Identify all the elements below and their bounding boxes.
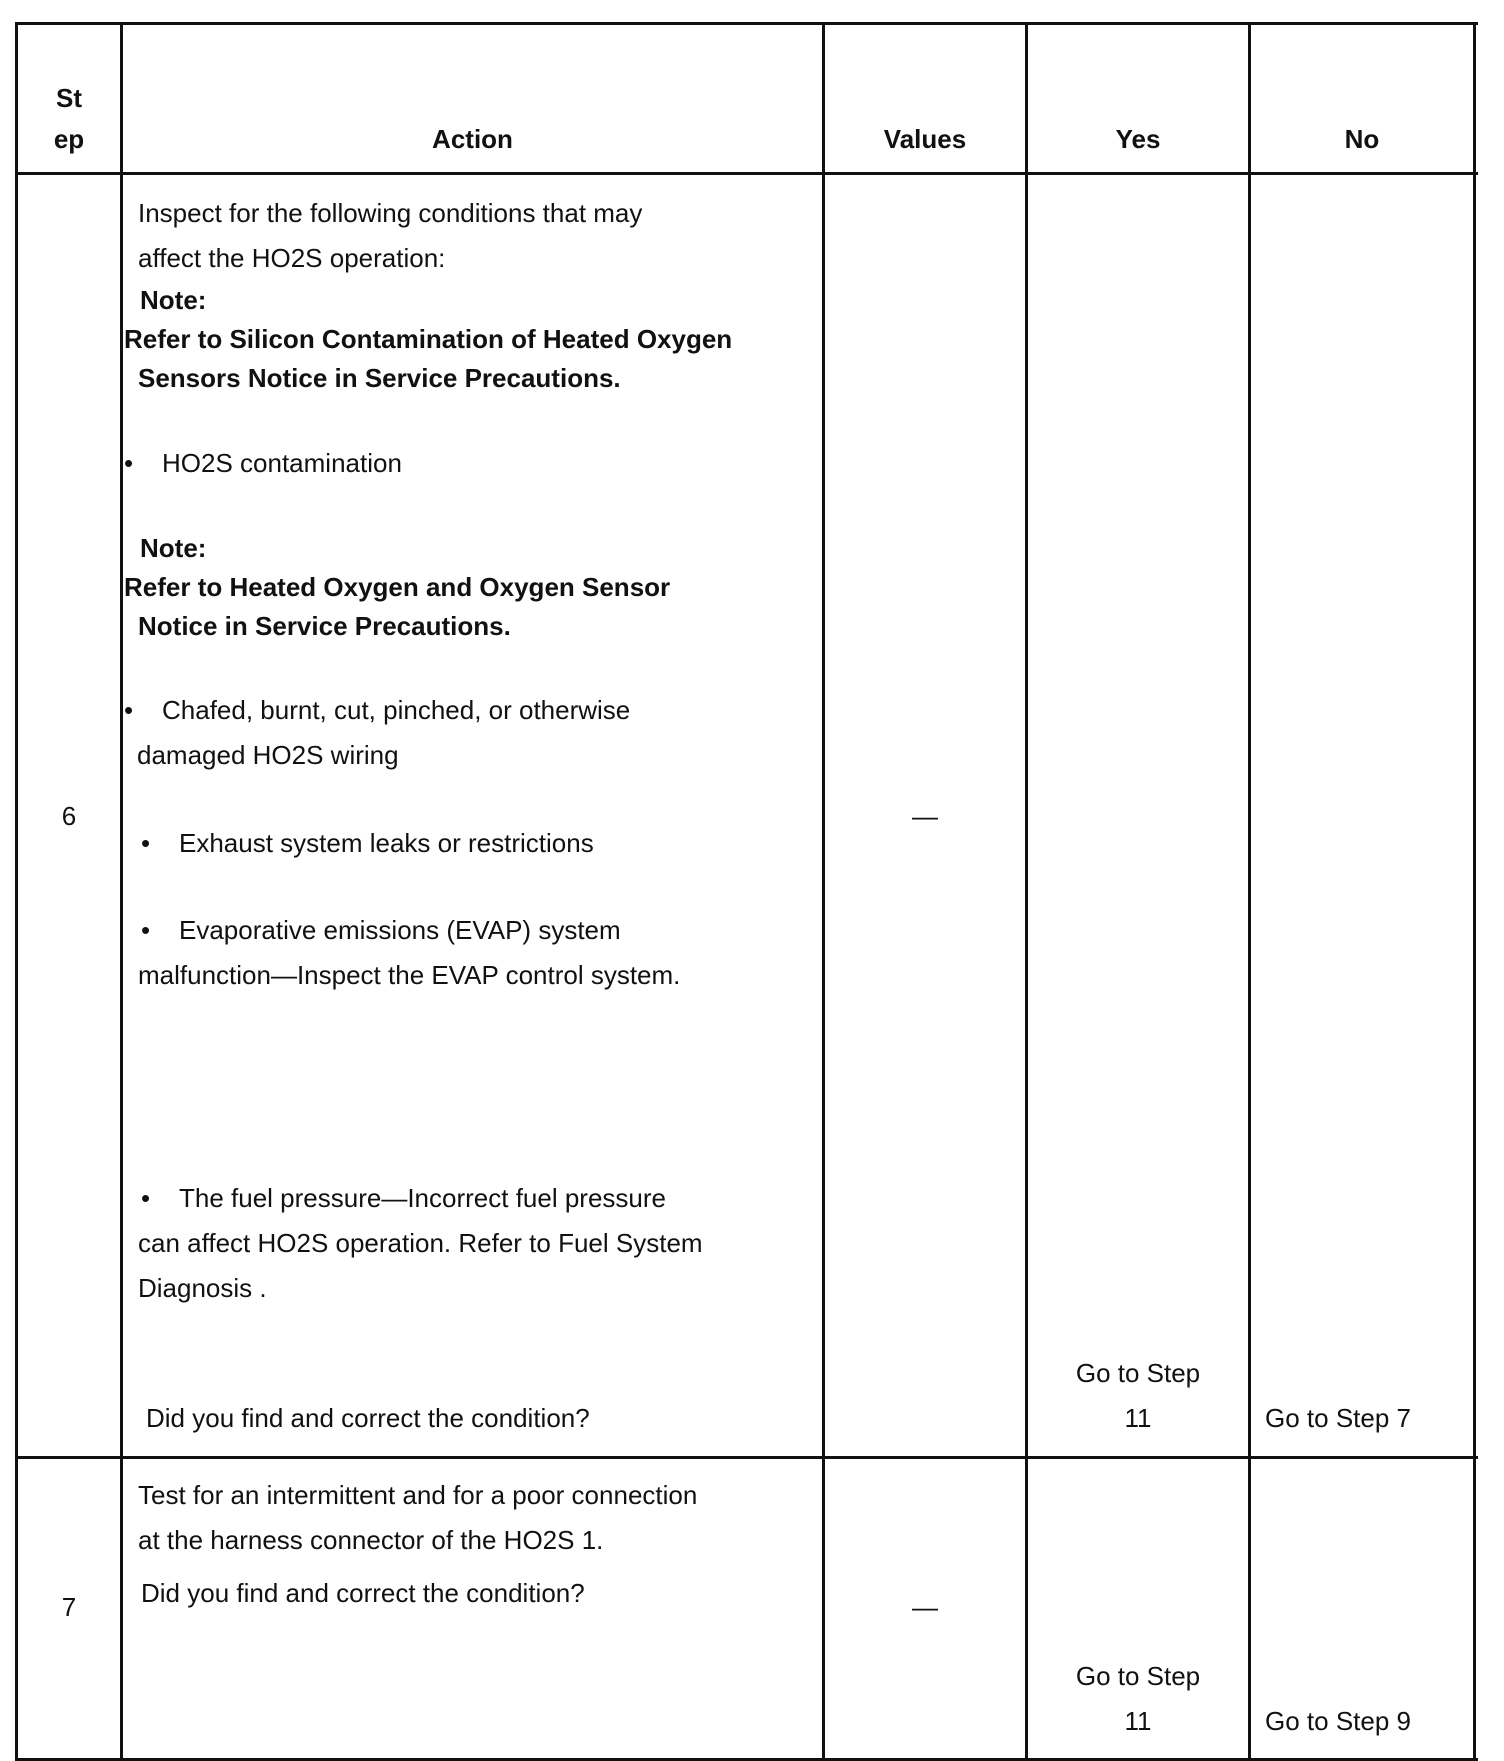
yes-cell: Go to Step bbox=[1075, 1661, 1201, 1691]
yes-cell: 11 bbox=[1124, 1706, 1152, 1736]
note-label: Note: bbox=[140, 285, 207, 315]
table-border-top bbox=[15, 22, 1478, 25]
bullet-item: Exhaust system leaks or restrictions bbox=[179, 828, 594, 858]
table-border-left bbox=[15, 22, 18, 1761]
action-question: Did you find and correct the condition? bbox=[146, 1403, 590, 1433]
note-text: Sensors Notice in Service Precautions. bbox=[138, 363, 621, 393]
yes-cell: 11 bbox=[1124, 1403, 1152, 1433]
header-yes: Yes bbox=[1115, 124, 1161, 154]
row-divider bbox=[15, 1456, 1478, 1459]
bullet-item: HO2S contamination bbox=[162, 448, 402, 478]
header-action: Action bbox=[432, 124, 513, 154]
note-label: Note: bbox=[140, 533, 207, 563]
step-number: 6 bbox=[61, 801, 77, 831]
bullet-item: The fuel pressure—Incorrect fuel pressure bbox=[179, 1183, 666, 1213]
values-cell: — bbox=[912, 801, 938, 831]
header-divider bbox=[15, 172, 1478, 175]
note-text: Refer to Silicon Contamination of Heated Oxygen bbox=[124, 324, 733, 354]
bullet-item: damaged HO2S wiring bbox=[137, 740, 399, 770]
table-border-right bbox=[1473, 22, 1476, 1761]
no-cell: Go to Step 7 bbox=[1265, 1403, 1411, 1433]
note-text: Refer to Heated Oxygen and Oxygen Sensor bbox=[124, 572, 671, 602]
action-question: Did you find and correct the condition? bbox=[141, 1578, 585, 1608]
action-intro: Inspect for the following conditions that may bbox=[138, 198, 643, 228]
column-divider bbox=[1025, 22, 1028, 1761]
no-cell: Go to Step 9 bbox=[1265, 1706, 1411, 1736]
bullet-item: malfunction—Inspect the EVAP control system. bbox=[138, 960, 681, 990]
note-text: Notice in Service Precautions. bbox=[138, 611, 511, 641]
header-values: Values bbox=[883, 124, 967, 154]
bullet-item: Evaporative emissions (EVAP) system bbox=[179, 915, 621, 945]
column-divider bbox=[1248, 22, 1251, 1761]
action-text: Test for an intermittent and for a poor connection bbox=[138, 1480, 698, 1510]
bullet-glyph: • bbox=[124, 695, 134, 725]
action-intro: affect the HO2S operation: bbox=[138, 243, 446, 273]
bullet-item: Chafed, burnt, cut, pinched, or otherwise bbox=[162, 695, 631, 725]
action-text: at the harness connector of the HO2S 1. bbox=[138, 1525, 604, 1555]
column-divider bbox=[120, 22, 123, 1761]
column-divider bbox=[822, 22, 825, 1761]
bullet-glyph: • bbox=[141, 915, 151, 945]
bullet-glyph: • bbox=[124, 448, 134, 478]
step-number: 7 bbox=[61, 1592, 77, 1622]
bullet-glyph: • bbox=[141, 1183, 151, 1213]
header-no: No bbox=[1344, 124, 1380, 154]
bullet-item: can affect HO2S operation. Refer to Fuel System bbox=[138, 1228, 703, 1258]
bullet-item: Diagnosis . bbox=[138, 1273, 267, 1303]
header-step-line2: ep bbox=[53, 124, 85, 154]
header-step-line1: St bbox=[56, 83, 82, 113]
values-cell: — bbox=[912, 1592, 938, 1622]
yes-cell: Go to Step bbox=[1075, 1358, 1201, 1388]
bullet-glyph: • bbox=[141, 828, 151, 858]
